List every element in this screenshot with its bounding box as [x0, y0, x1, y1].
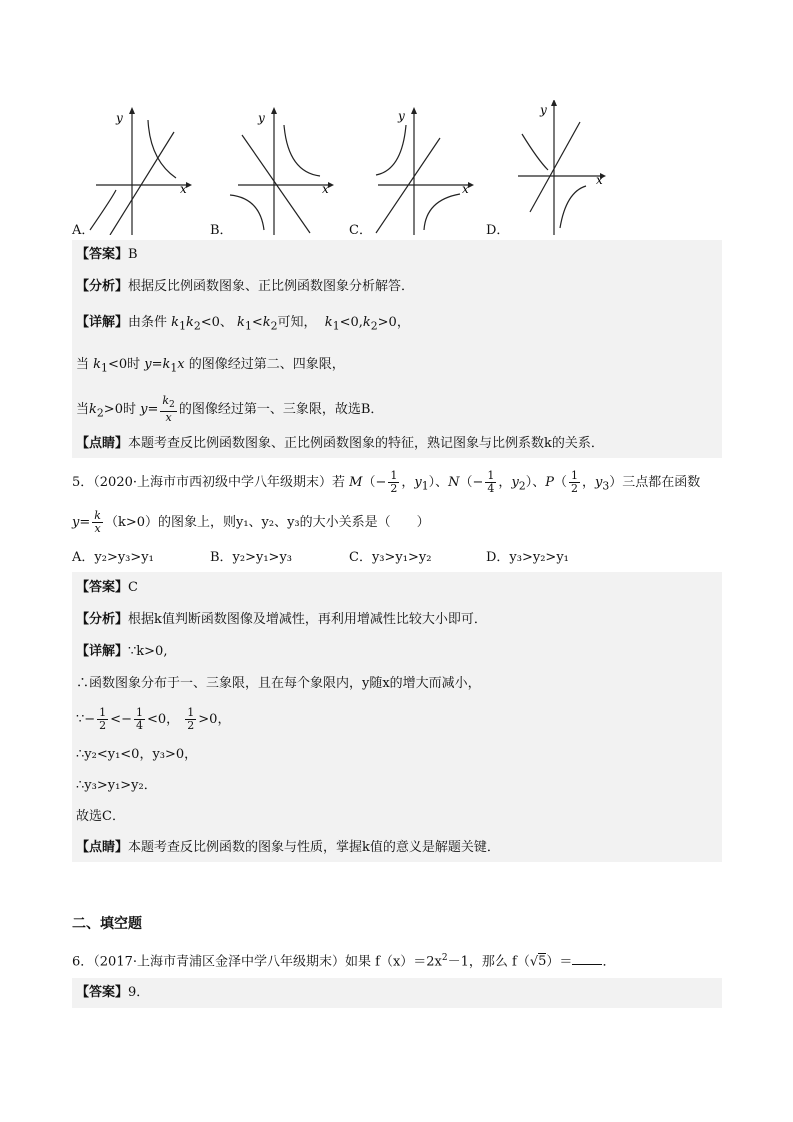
q6-answer: 【答案】9．	[76, 985, 150, 1000]
q4-detail-1: 【详解】由条件 $k_1k_2<0$、 $k_1<k_2$可知， $k_1<0,k_2>0$，	[76, 315, 410, 333]
section-title: 二、填空题	[72, 916, 142, 932]
q4-comment: 【点睛】本题考查反比例函数图象、正比例函数图象的特征，熟记图象与比例系数k的关系．	[76, 436, 604, 451]
q5-option-c: C．y₃>y₁>y₂	[349, 550, 432, 565]
q5-stem-line2: y= $\frac{k}{x}$ （k>0）的图象上，则y₁、y₂、y₃的大小关系是（ ）	[72, 509, 430, 535]
q4-detail-3: 当$k_2>0$时 y= $\frac{k_2}{x}$ 的图像经过第一、三象限，故选B．	[76, 394, 384, 425]
option-c-label: C．	[349, 223, 372, 238]
q5-option-a: A．y₂>y₃>y₁	[72, 550, 154, 565]
svg-text:x: x	[596, 173, 603, 187]
q5-option-d: D．y₃>y₂>y₁	[486, 550, 569, 565]
svg-text:y: y	[540, 103, 547, 117]
svg-text:x: x	[180, 182, 187, 196]
svg-text:y: y	[116, 111, 123, 125]
q5-option-b: B．y₂>y₁>y₃	[210, 550, 293, 565]
q5-stem-line1: 5．（2020·上海市市西初级中学八年级期末）若 M（− $\frac{1}{2}$ ，$y_1$）、N（− $\frac{1}{4}$ ，$y_2$）、P（ $\frac{1}{2}$ ，$y_3$）三点都在函数	[72, 469, 701, 495]
svg-text:y: y	[398, 109, 405, 123]
option-b-graph	[228, 100, 358, 235]
q5-detail-3: ∵− $\frac{1}{2}$ <− $\frac{1}{4}$ <0， $\frac{1}{2}$ >0，	[76, 706, 231, 732]
q5-detail-1: 【详解】∵k>0,	[76, 644, 168, 659]
option-b-label: B．	[210, 223, 233, 238]
option-c-graph	[368, 100, 498, 235]
option-d-graph	[508, 100, 638, 235]
option-d-label: D．	[486, 223, 510, 238]
fill-blank[interactable]	[572, 964, 602, 965]
q5-comment: 【点睛】本题考查反比例函数的图象与性质，掌握k值的意义是解题关键．	[76, 840, 500, 855]
q5-detail-5: ∴y₃>y₁>y₂．	[76, 778, 157, 793]
q5-detail-6: 故选C．	[76, 809, 125, 824]
option-a-label: A．	[72, 223, 95, 238]
svg-text:y: y	[258, 111, 265, 125]
q6-stem: 6．（2017·上海市青浦区金泽中学八年级期末）如果 $f(x)=2x^2-1$，那么 f（√5）＝ ．	[72, 953, 616, 970]
svg-text:x: x	[462, 182, 469, 196]
q4-answer: 【答案】B	[76, 247, 138, 262]
q5-answer: 【答案】C	[76, 580, 138, 595]
q4-detail-2: 当 $k_1<0$时 $y=k_1x$ 的图像经过第二、四象限，	[76, 357, 345, 375]
q4-analysis: 【分析】根据反比例函数图象、正比例函数图象分析解答．	[76, 279, 415, 294]
q5-detail-4: ∴y₂<y₁<0，y₃>0，	[76, 747, 198, 762]
svg-text:x: x	[322, 182, 329, 196]
option-a-graph	[86, 100, 216, 235]
q6-answer-block	[72, 978, 722, 1008]
q4-solution-block	[72, 240, 722, 458]
q5-analysis: 【分析】根据k值判断函数图像及增减性，再利用增减性比较大小即可．	[76, 612, 487, 627]
q5-detail-2: ∴函数图象分布于一、三象限，且在每个象限内，y随x的增大而减小，	[76, 676, 481, 691]
